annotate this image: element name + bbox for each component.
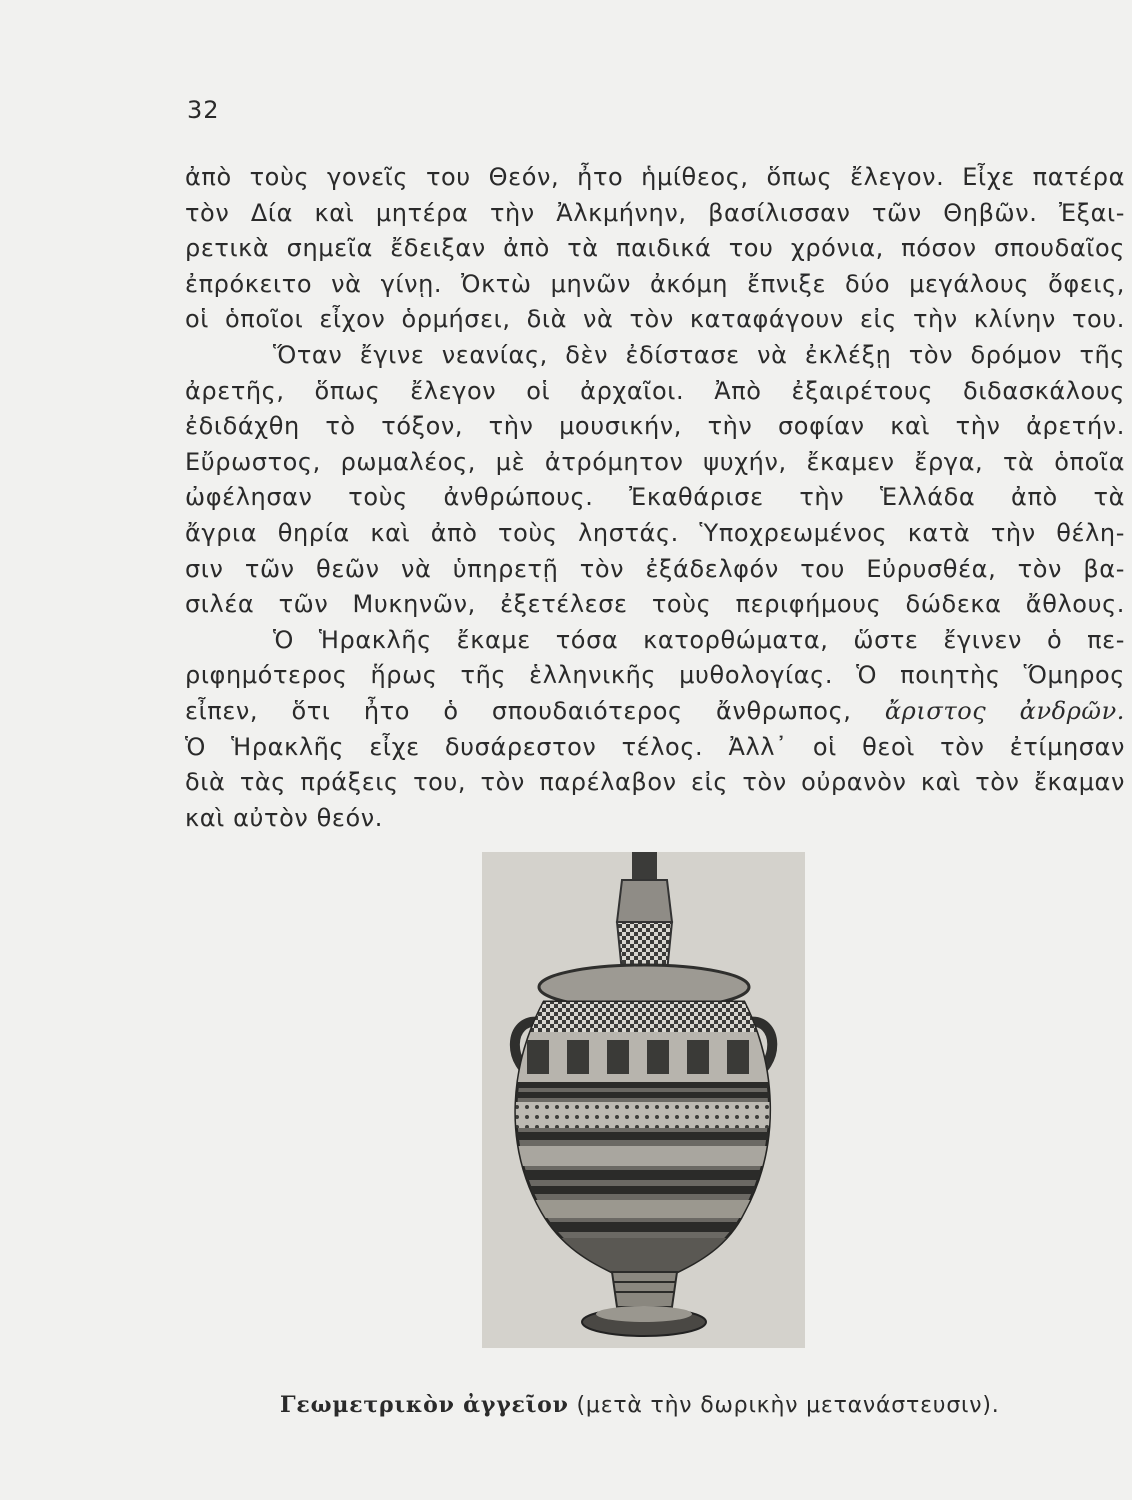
body-text [185,160,1125,836]
text-line-content: σιν τῶν θεῶν νὰ ὑπηρετῇ τὸν ἐξάδελφόν του Εὐρυσθέα, τὸν βα- [185,554,1125,583]
text-line [185,623,1125,659]
page-number: 32 [187,96,220,124]
text-line-content: ἄγρια θηρία καὶ ἀπὸ τοὺς ληστάς. Ὑποχρεωμένος κατὰ τὴν θέλη- [185,518,1125,547]
geometric-vase-image [482,852,805,1348]
text-line-content: Ὁ Ἡρακλῆς ἔκαμε τόσα κατορθώματα, ὥστε ἔγινεν ὁ πε- [273,625,1125,654]
caption-title: Γεωμετρικὸν ἀγγεῖον [280,1392,569,1418]
text-line [185,694,1125,730]
text-line-content: ἐπρόκειτο νὰ γίνῃ. Ὀκτὼ μηνῶν ἀκόμη ἔπνιξε δύο μεγάλους ὄφεις, [185,269,1125,298]
italic-quote: ἄριστος ἀνδρῶν. [884,696,1125,725]
text-line [185,587,1125,623]
text-line-content: οἱ ὁποῖοι εἶχον ὁρμήσει, διὰ νὰ τὸν καταφάγουν εἰς τὴν κλίνην του. [185,305,1125,334]
text-line [185,480,1125,516]
text-line [185,374,1125,410]
text-line-content: διὰ τὰς πράξεις του, τὸν παρέλαβον εἰς τὸν οὐρανὸν καὶ τὸν ἔκαμαν [185,768,1125,797]
text-line-content: Εὔρωστος, ρωμαλέος, μὲ ἀτρόμητον ψυχήν, ἔκαμεν ἔργα, τὰ ὁποῖα [185,447,1125,476]
text-line [185,765,1125,801]
figure-caption [280,1392,1020,1418]
text-line [185,338,1125,374]
text-line [185,196,1125,232]
text-line [185,267,1125,303]
text-line [185,231,1125,267]
text-line-content: εἶπεν, ὅτι ἦτο ὁ σπουδαιότερος ἄνθρωπος, [185,696,852,725]
text-line [185,552,1125,588]
text-line-content: ριφημότερος ἥρως τῆς ἑλληνικῆς μυθολογίας. Ὁ ποιητὴς Ὅμηρος [185,661,1125,690]
text-line [185,516,1125,552]
text-line-content: τὸν Δία καὶ μητέρα τὴν Ἀλκμήνην, βασίλισσαν τῶν Θηβῶν. Ἐξαι- [185,198,1125,227]
text-line [185,409,1125,445]
text-line-content: ὠφέλησαν τοὺς ἀνθρώπους. Ἐκαθάρισε τὴν Ἑλλάδα ἀπὸ τὰ [185,483,1125,512]
text-line-content: ἐδιδάχθη τὸ τόξον, τὴν μουσικήν, τὴν σοφίαν καὶ τὴν ἀρετήν. [185,412,1125,441]
text-line [185,658,1125,694]
text-line [185,302,1125,338]
vase-photograph [482,852,805,1348]
text-line-content: Ὁ Ἡρακλῆς εἶχε δυσάρεστον τέλος. Ἀλλ᾽ οἱ θεοὶ τὸν ἐτίμησαν [185,732,1125,761]
text-line-content: σιλέα τῶν Μυκηνῶν, ἐξετέλεσε τοὺς περιφήμους δώδεκα ἄθλους. [185,590,1125,619]
text-line-content: ρετικὰ σημεῖα ἔδειξαν ἀπὸ τὰ παιδικά του χρόνια, πόσον σπουδαῖος [185,234,1125,263]
caption-description: (μετὰ τὴν δωρικὴν μετανάστευσιν). [568,1393,1000,1418]
text-line [185,160,1125,196]
text-line-content: καὶ αὐτὸν θεόν. [185,803,383,832]
text-line-content: ἀρετῆς, ὅπως ἔλεγον οἱ ἀρχαῖοι. Ἀπὸ ἐξαιρέτους διδασκάλους [185,376,1125,405]
text-line-content: ἀπὸ τοὺς γονεῖς του Θεόν, ἦτο ἡμίθεος, ὅπως ἔλεγον. Εἶχε πατέρα [185,163,1125,191]
text-line [185,730,1125,766]
text-line [185,801,1125,837]
text-line [185,445,1125,481]
text-line-content: Ὅταν ἔγινε νεανίας, δὲν ἐδίστασε νὰ ἐκλέξῃ τὸν δρόμον τῆς [273,340,1125,369]
